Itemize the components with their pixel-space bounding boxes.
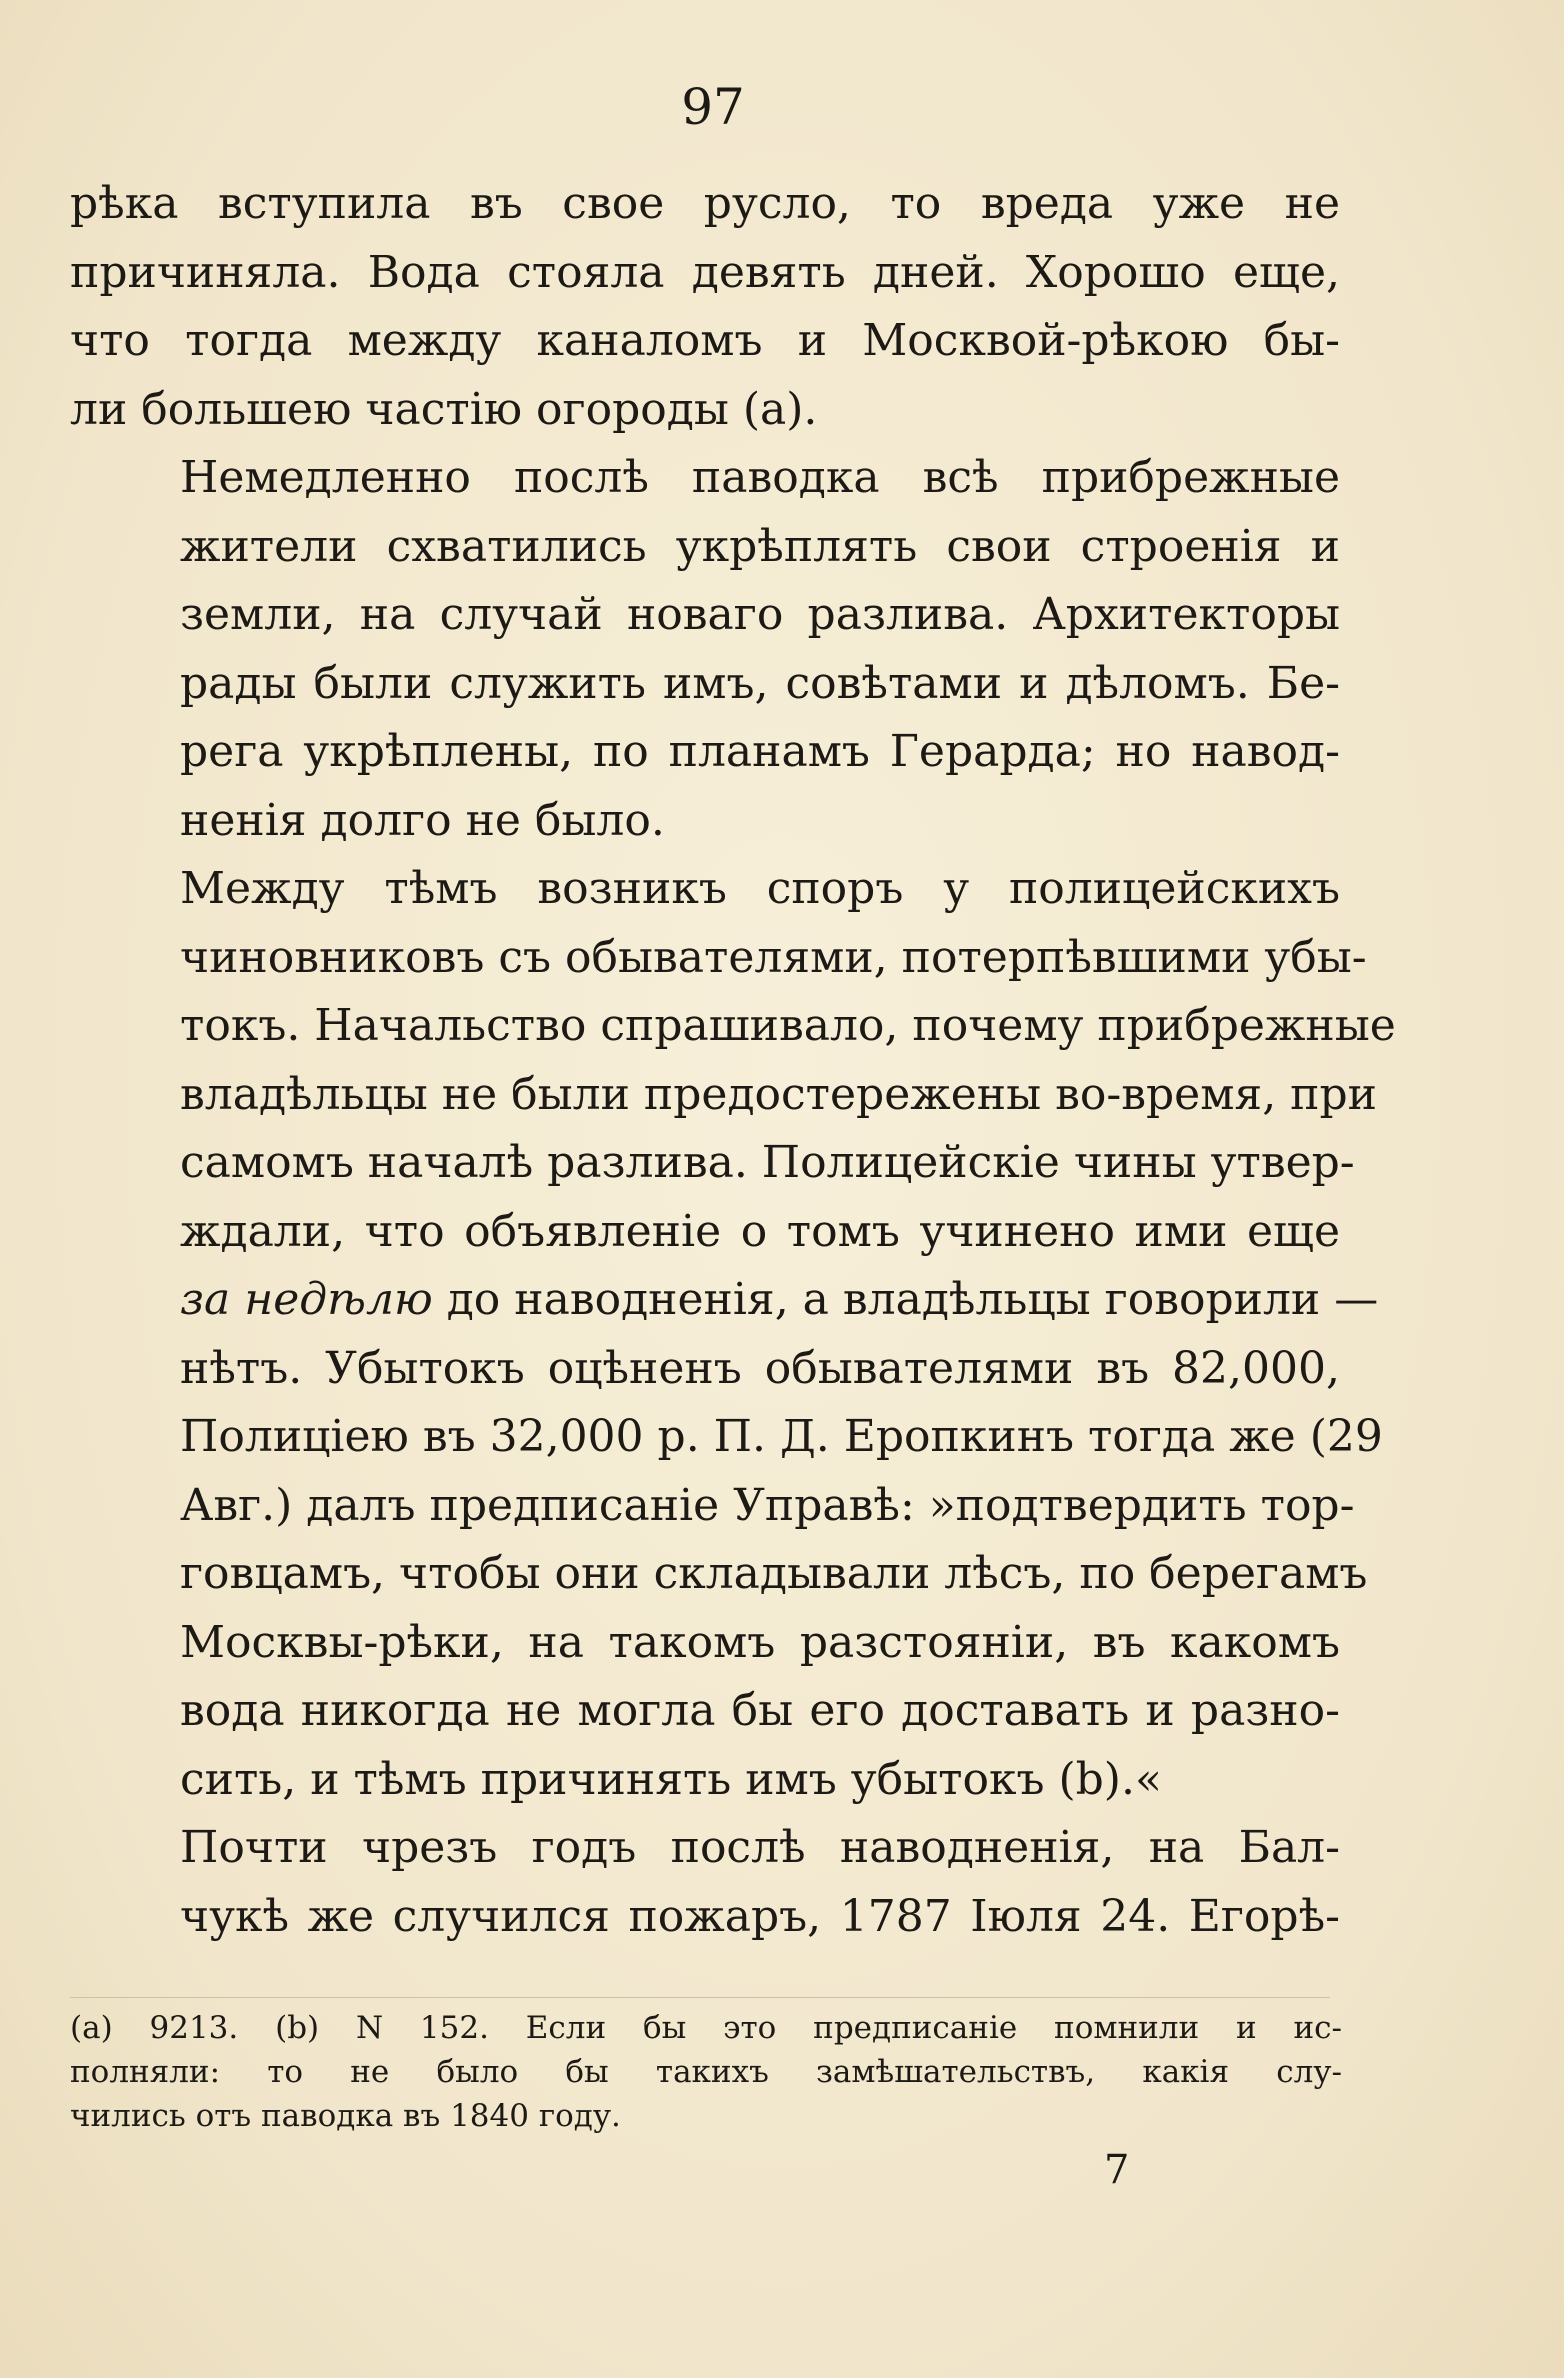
text-line: Немедленно послѣ паводка всѣ прибрежные [180,452,1340,503]
text-line: токъ. Начальство спрашивало, почему прибрежные [180,1000,1396,1051]
text-line: Почти чрезъ годъ послѣ наводненія, на Бал- [180,1822,1340,1873]
text-line: рѣка вступила въ свое русло, то вреда уже не [70,178,1340,229]
signature-mark: 7 [1104,2147,1130,2193]
text-line: сить, и тѣмъ причинять имъ убытокъ (b).« [180,1753,1162,1805]
text-line: причиняла. Вода стояла девять дней. Хорошо еще, [70,246,1340,298]
paragraph-3 [70,855,1396,1814]
footnote-divider [70,1997,1330,1998]
text-line: жители схватились укрѣплять свои строенія и [180,520,1340,572]
text-line-italic-start: за недѣлю до наводненія, а владѣльцы говорили — [180,1274,1379,1325]
text-line: ненія долго не было. [180,794,665,846]
text-line: нѣтъ. Убытокъ оцѣненъ обывателями въ 82,000, [180,1342,1340,1394]
footnote-line: полняли: то не было бы такихъ замѣшательствъ, какія слу- [70,2054,1342,2090]
text-line: говцамъ, чтобы они складывали лѣсъ, по берегамъ [180,1548,1368,1599]
footnote [70,2006,1342,2138]
text-line: чиновниковъ съ обывателями, потерпѣвшими убы- [180,931,1367,983]
body-text [70,170,1396,1951]
text-line: что тогда между каналомъ и Москвой-рѣкою бы- [70,315,1340,366]
text-line: земли, на случай новаго разлива. Архитекторы [180,589,1340,640]
text-line: Москвы-рѣки, на такомъ разстояніи, въ какомъ [180,1616,1340,1668]
text-line: ждали, что объявленіе о томъ учинено ими еще [180,1205,1340,1257]
text-line: Между тѣмъ возникъ споръ у полицейскихъ [180,863,1340,914]
footnote-line: (а) 9213. (b) N 152. Если бы это предписаніе помнили и ис- [70,2010,1342,2046]
text-line: Полиціею въ 32,000 р. П. Д. Еропкинъ тогда же (29 [180,1411,1383,1462]
text-line: рады были служить имъ, совѣтами и дѣломъ. Бе- [180,657,1340,709]
paragraph-2 [70,444,1340,855]
text-line: Авг.) далъ предписаніе Управѣ: »подтвердить тор- [180,1479,1355,1531]
footnote-line: чились отъ паводка въ 1840 году. [70,2098,621,2134]
text-line: владѣльцы не были предостережены во-время, при [180,1068,1377,1120]
text-line: рега укрѣплены, по планамъ Герарда; но навод- [180,726,1340,777]
text-line: чукѣ же случился пожаръ, 1787 Іюля 24. Егорѣ- [180,1890,1340,1942]
text-line: ли большею частію огороды (а). [70,383,818,435]
text-line: самомъ началѣ разлива. Полицейскіе чины утвер- [180,1137,1355,1188]
paragraph-1 [70,170,1340,444]
italic-phrase: за недѣлю [180,1274,433,1325]
text-line: вода никогда не могла бы его доставать и разно- [180,1685,1340,1736]
page-number: 97 [681,78,745,136]
paragraph-4 [70,1814,1340,1951]
